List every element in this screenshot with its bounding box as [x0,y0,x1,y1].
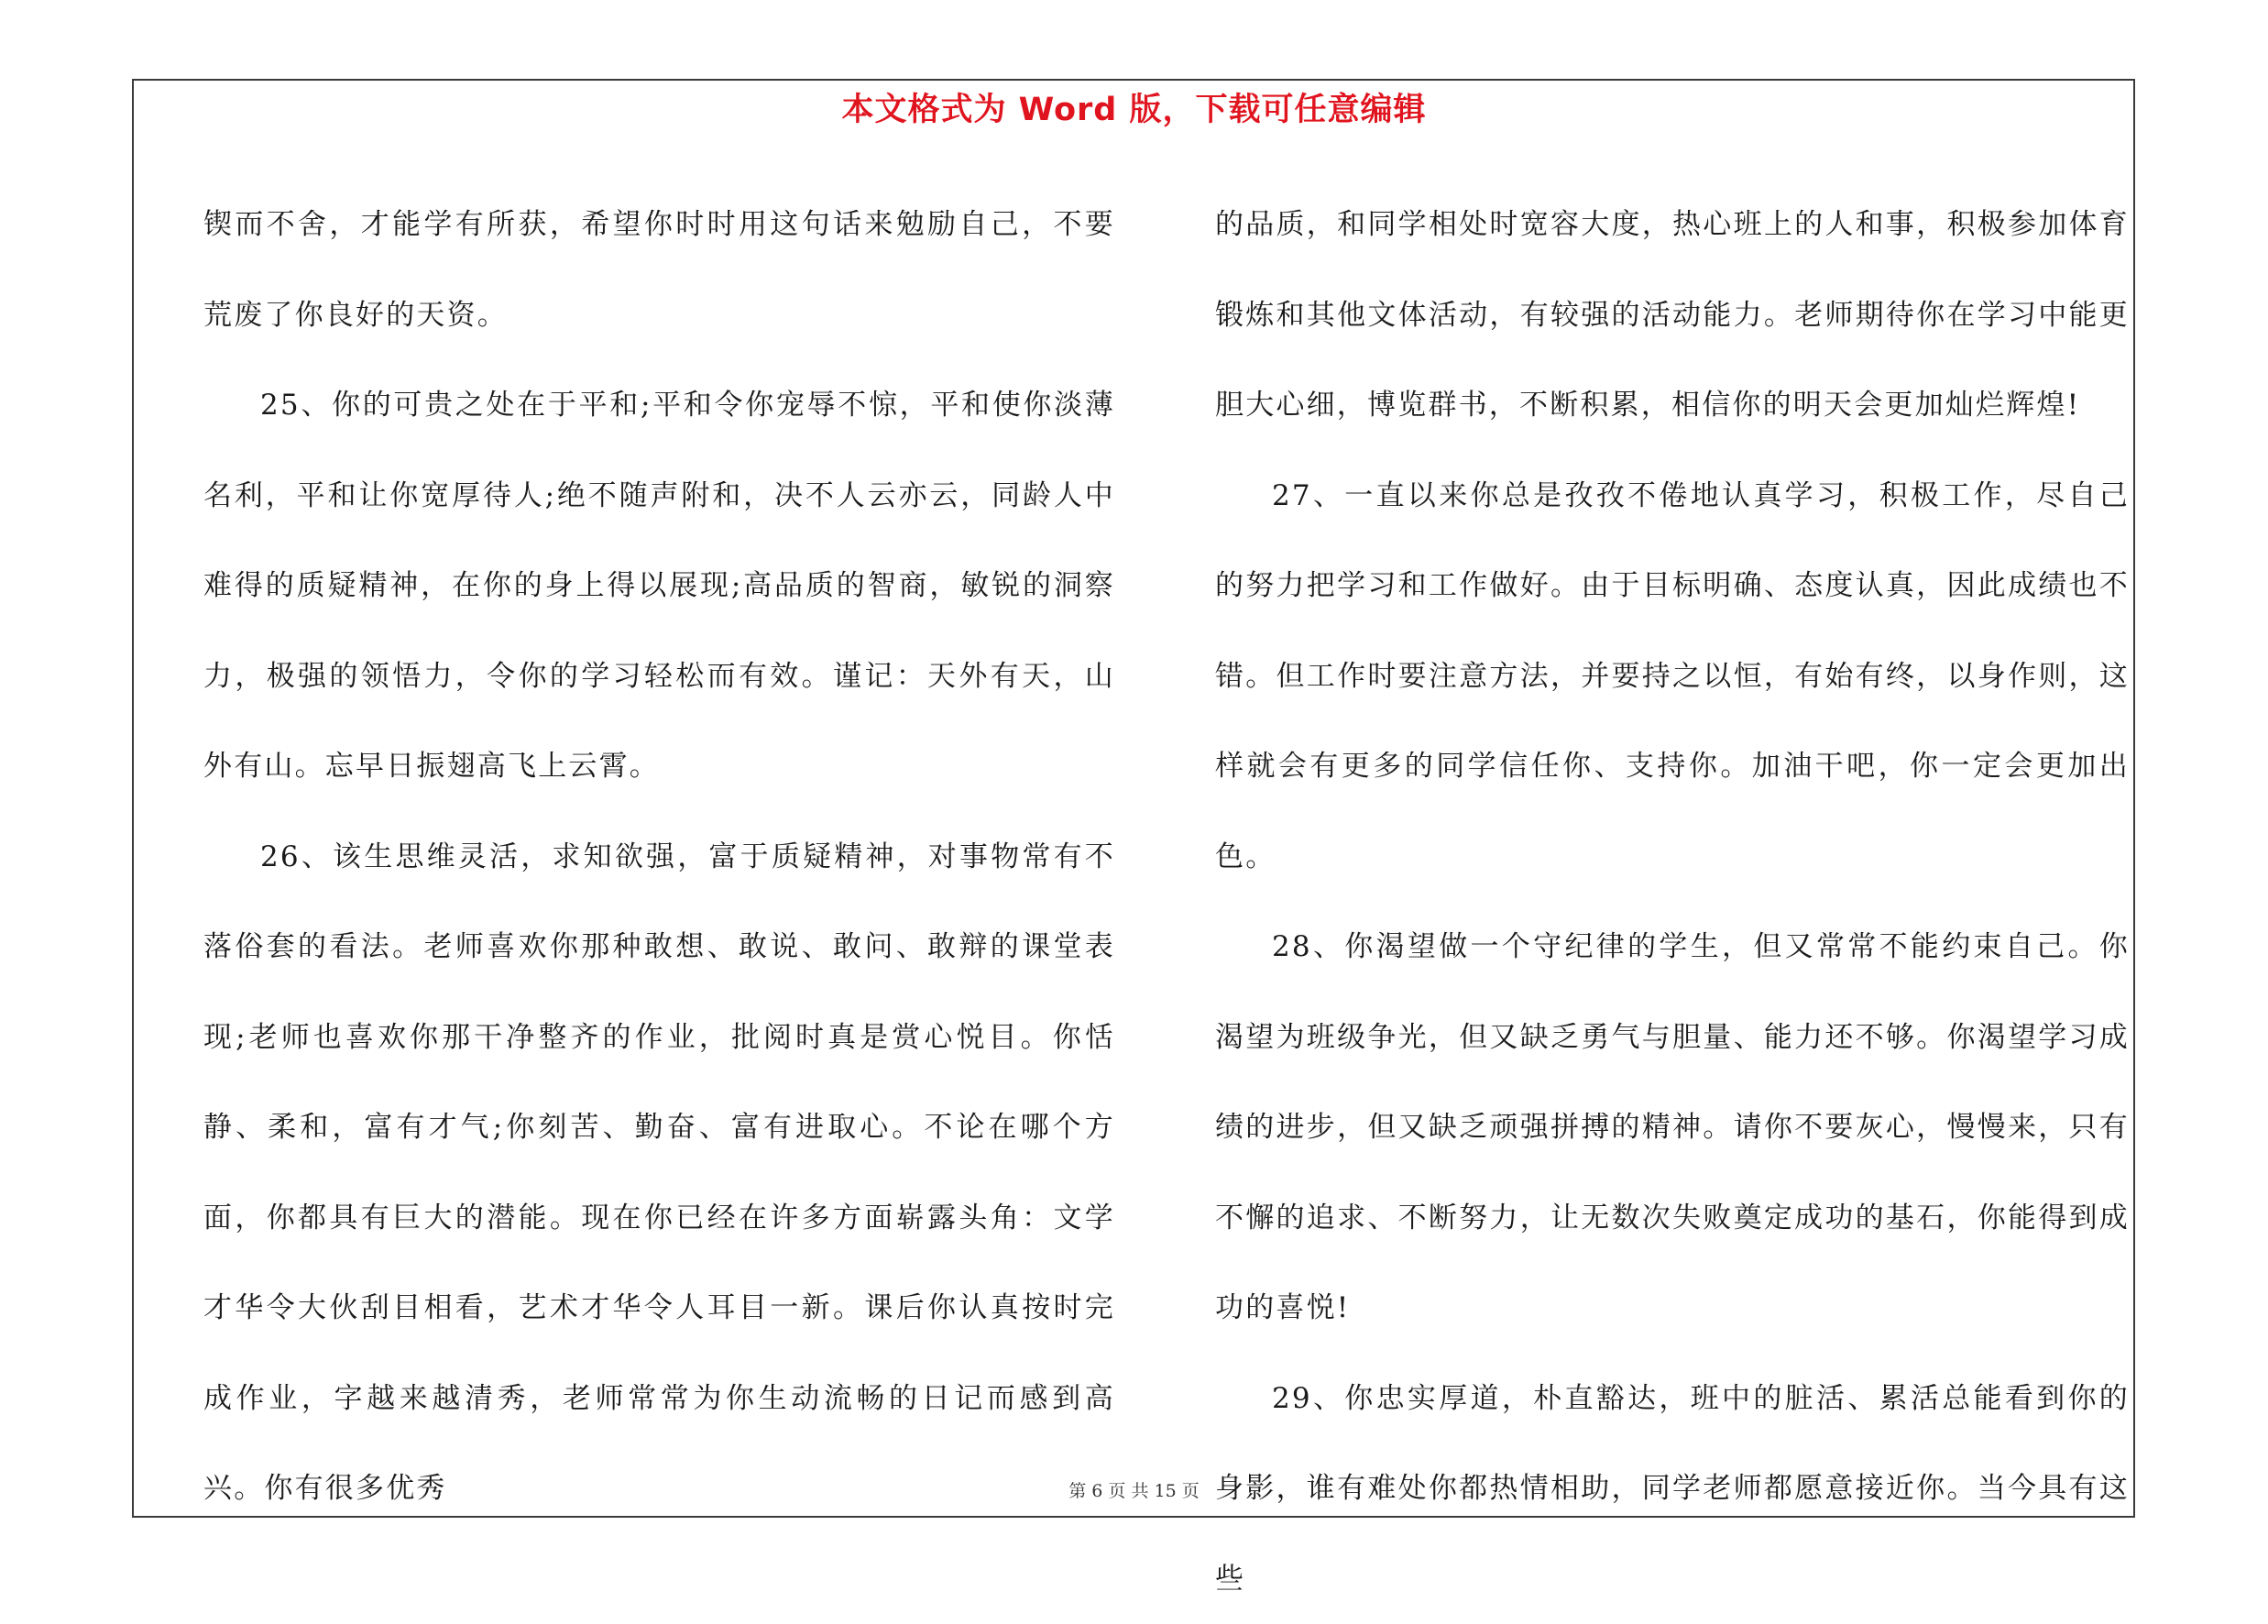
paragraph-29: 29、你忠实厚道，朴直豁达，班中的脏活、累活总能看到你的身影，谁有难处你都热情相助，同学老师都愿意接近你。当今具有这些 [1215,1354,2130,1624]
paragraph-27: 27、一直以来你总是孜孜不倦地认真学习，积极工作，尽自己的努力把学习和工作做好。由于目标明确、态度认真，因此成绩也不错。但工作时要注意方法，并要持之以恒，有始有终，以身作则，这样就会有更多的同学信任你、支持你。加油干吧，你一定会更加出色。 [1215,451,2130,903]
paragraph-26: 26、该生思维灵活，求知欲强，富于质疑精神，对事物常有不落俗套的看法。老师喜欢你那种敢想、敢说、敢问、敢辩的课堂表现;老师也喜欢你那干净整齐的作业，批阅时真是赏心悦目。你恬静、柔和，富有才气;你刻苦、勤奋、富有进取心。不论在哪个方面，你都具有巨大的潜能。现在你已经在许多方面崭露头角：文学才华令大伙刮目相看，艺术才华令人耳目一新。课后你认真按时完成作业，字越来越清秀，老师常常为你生动流畅的日记而感到高兴。你有很多优秀 [203,812,1115,1534]
right-text-column [1215,180,2130,1624]
page-number: 第 6 页 共 15 页 [0,1477,2268,1502]
paragraph-28: 28、你渴望做一个守纪律的学生，但又常常不能约束自己。你渴望为班级争光，但又缺乏勇气与胆量、能力还不够。你渴望学习成绩的进步，但又缺乏顽强拼搏的精神。请你不要灰心，慢慢来，只有不懈的追求、不断努力，让无数次失败奠定成功的基石，你能得到成功的喜悦! [1215,902,2130,1354]
paragraph-26-continuation: 的品质，和同学相处时宽容大度，热心班上的人和事，积极参加体育锻炼和其他文体活动，有较强的活动能力。老师期待你在学习中能更胆大心细，博览群书，不断积累，相信你的明天会更加灿烂辉煌! [1215,180,2130,451]
paragraph-continuation: 锲而不舍，才能学有所获，希望你时时用这句话来勉励自己，不要荒废了你良好的天资。 [203,180,1115,360]
format-banner: 本文格式为 Word 版，下载可任意编辑 [0,84,2268,130]
left-text-column [203,180,1115,1534]
paragraph-25: 25、你的可贵之处在于平和;平和令你宠辱不惊，平和使你淡薄名利，平和让你宽厚待人;绝不随声附和，决不人云亦云，同龄人中难得的质疑精神，在你的身上得以展现;高品质的智商，敏锐的洞察力，极强的领悟力，令你的学习轻松而有效。谨记：天外有天，山外有山。忘早日振翅高飞上云霄。 [203,360,1115,812]
